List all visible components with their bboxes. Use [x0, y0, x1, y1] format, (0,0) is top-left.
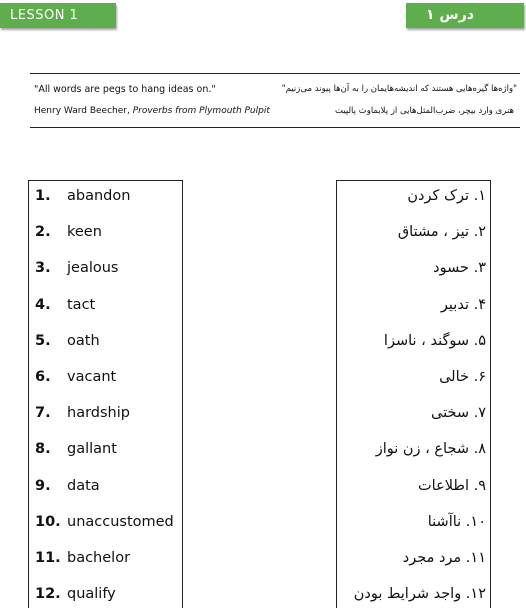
word-number: 11. [35, 550, 61, 566]
word-row-en [35, 178, 130, 214]
word-fa: ۸. شجاع ، زن نواز [375, 441, 486, 458]
quote-fa: "واژه‌ها گیره‌هایی هستند که اندیشه‌هایمان را به آن‌ها پیوند می‌زنیم" [281, 84, 517, 94]
word-row-en [35, 540, 130, 576]
word-en: unaccustomed [67, 513, 174, 530]
word-en: hardship [67, 405, 130, 422]
word-number: 8. [35, 441, 51, 458]
lesson-banner-en [0, 3, 116, 28]
quote-work-en: Proverbs from Plymouth Pulpit [132, 106, 270, 116]
word-en: qualify [67, 586, 116, 603]
word-fa: ۱۰. ناآشنا [427, 513, 486, 530]
lesson-title-en: LESSON 1 [10, 8, 79, 23]
word-en: bachelor [67, 550, 131, 566]
word-en: tact [67, 296, 96, 313]
word-row-en [35, 468, 100, 504]
word-fa: ۲. تیز ، مشتاق [397, 224, 486, 241]
word-fa: ۱۲. واجد شرایط بودن [353, 586, 486, 603]
word-en: keen [67, 224, 102, 241]
word-row-en [35, 504, 174, 540]
word-number: 5. [35, 332, 51, 349]
word-row-en [35, 576, 116, 612]
word-number: 6. [35, 369, 51, 385]
persian-word-list [336, 180, 491, 608]
lesson-banner-fa [406, 3, 524, 28]
word-fa: ۵. سوگند ، ناسزا [383, 332, 486, 349]
word-fa: ۶. خالی [439, 369, 486, 385]
lesson-title-fa: درس ۱ [426, 7, 474, 23]
word-row-en [35, 214, 102, 250]
word-number: 2. [35, 224, 51, 241]
bottom-rule [30, 127, 520, 128]
word-row-en [35, 395, 130, 431]
quote-en: "All words are pegs to hang ideas on." [34, 84, 216, 95]
word-number: 12. [35, 586, 61, 603]
word-row-en [35, 250, 118, 286]
word-row-en [35, 323, 100, 359]
top-rule [30, 73, 520, 74]
word-fa: ۱. ترک کردن [407, 188, 486, 204]
word-number: 7. [35, 405, 51, 422]
quote-author-en: Henry Ward Beecher, Proverbs from Plymouth Pulpit [34, 106, 270, 116]
word-fa: ۹. اطلاعات [418, 477, 486, 494]
word-en: gallant [67, 441, 117, 458]
word-number: 4. [35, 296, 51, 313]
word-en: data [67, 477, 100, 494]
word-en: jealous [67, 260, 119, 277]
word-fa: ۳. حسود [433, 260, 486, 277]
word-row-en [35, 359, 116, 395]
word-en: vacant [67, 369, 117, 385]
word-number: 3. [35, 260, 51, 277]
word-number: 10. [35, 513, 61, 530]
word-fa: ۴. تدبیر [440, 296, 486, 313]
word-fa: ۱۱. مرد مجرد [402, 550, 486, 566]
word-fa: ۷. سختی [431, 405, 486, 422]
word-number: 1. [35, 188, 51, 204]
word-en: abandon [67, 188, 131, 204]
quote-author-fa: هنری وارد بیچر، ضرب‌المثل‌هایی از پلایماوث پالپیت [334, 106, 514, 116]
word-row-en [35, 287, 95, 323]
word-row-en [35, 431, 117, 467]
word-en: oath [67, 332, 100, 349]
word-number: 9. [35, 477, 51, 494]
english-word-list [28, 180, 183, 608]
